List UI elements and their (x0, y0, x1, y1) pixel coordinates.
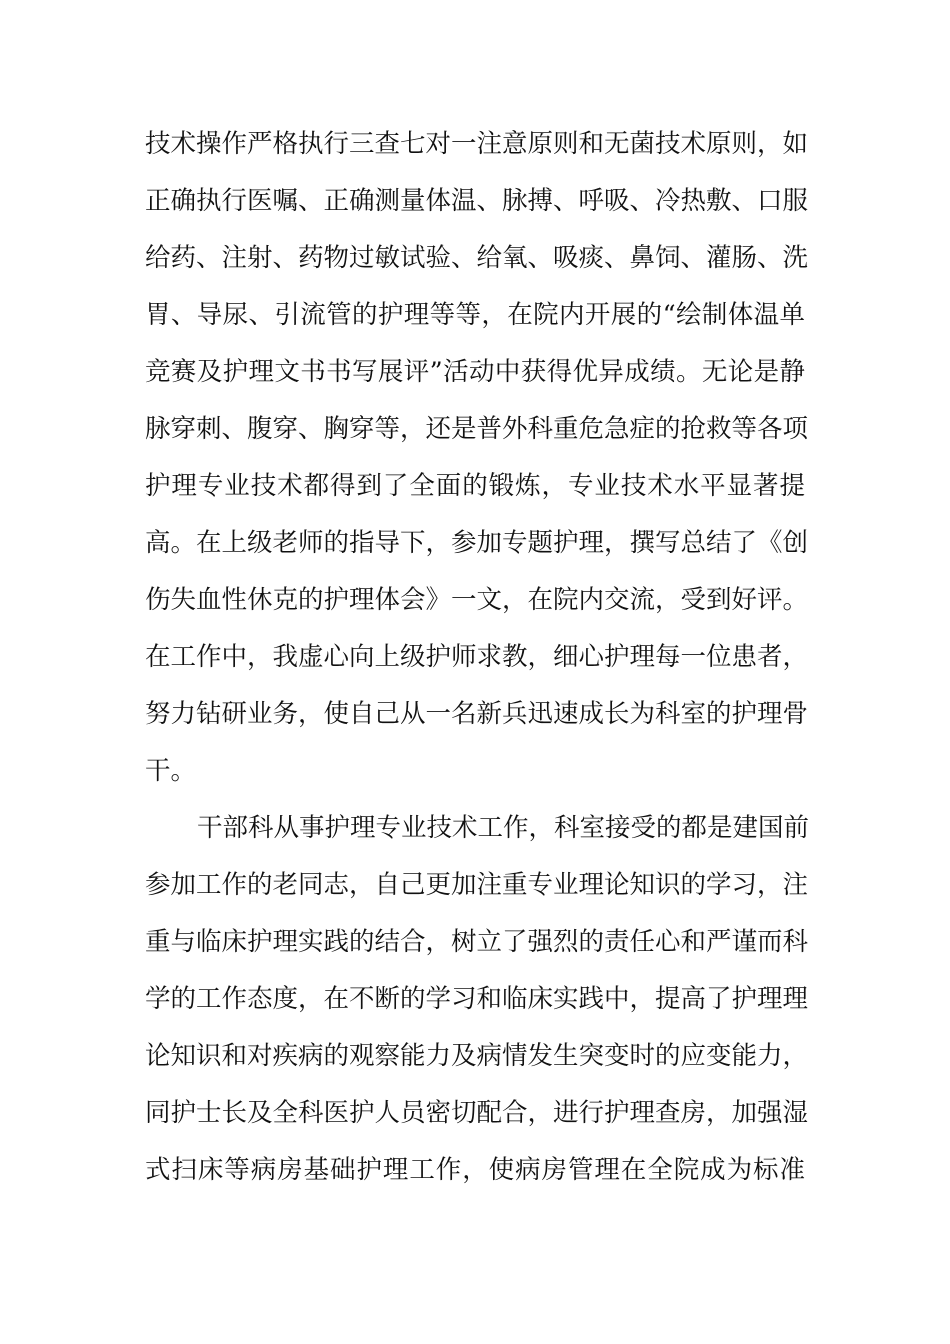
text-line: 伤失血性休克的护理体会》一文，在院内交流，受到好评。 (145, 585, 809, 615)
text-line: 式扫床等病房基础护理工作，使病房管理在全院成为标准 (145, 1155, 805, 1185)
text-line: 胃、导尿、引流管的护理等等，在院内开展的“绘制体温单 (145, 300, 805, 330)
text-line: 干。 (145, 756, 197, 786)
text-line: 努力钻研业务，使自己从一名新兵迅速成长为科室的护理骨 (145, 699, 809, 729)
text-line: 参加工作的老同志，自己更加注重专业理论知识的学习，注 (145, 870, 809, 900)
text-line: 护理专业技术都得到了全面的锻炼，专业技术水平显著提 (145, 471, 805, 501)
text-line: 脉穿刺、腹穿、胸穿等，还是普外科重危急症的抢救等各项 (145, 414, 809, 444)
text-line: 正确执行医嘱、正确测量体温、脉搏、呼吸、冷热敷、口服 (145, 186, 809, 216)
text-line: 干部科从事护理专业技术工作，科室接受的都是建国前 (197, 813, 810, 843)
text-line: 学的工作态度，在不断的学习和临床实践中，提高了护理理 (145, 984, 809, 1014)
text-line: 重与临床护理实践的结合，树立了强烈的责任心和严谨而科 (145, 927, 809, 957)
text-line: 论知识和对疾病的观察能力及病情发生突变时的应变能力， (145, 1041, 809, 1071)
text-line: 竞赛及护理文书书写展评”活动中获得优异成绩。无论是静 (145, 357, 805, 387)
text-line: 高。在上级老师的指导下，参加专题护理，撰写总结了《创 (145, 528, 809, 558)
text-line: 技术操作严格执行三查七对一注意原则和无菌技术原则，如 (145, 129, 809, 159)
text-line: 在工作中，我虚心向上级护师求教，细心护理每一位患者， (145, 642, 809, 672)
text-line: 同护士长及全科医护人员密切配合，进行护理查房，加强湿 (145, 1098, 809, 1128)
text-line: 给药、注射、药物过敏试验、给氧、吸痰、鼻饲、灌肠、洗 (145, 243, 809, 273)
